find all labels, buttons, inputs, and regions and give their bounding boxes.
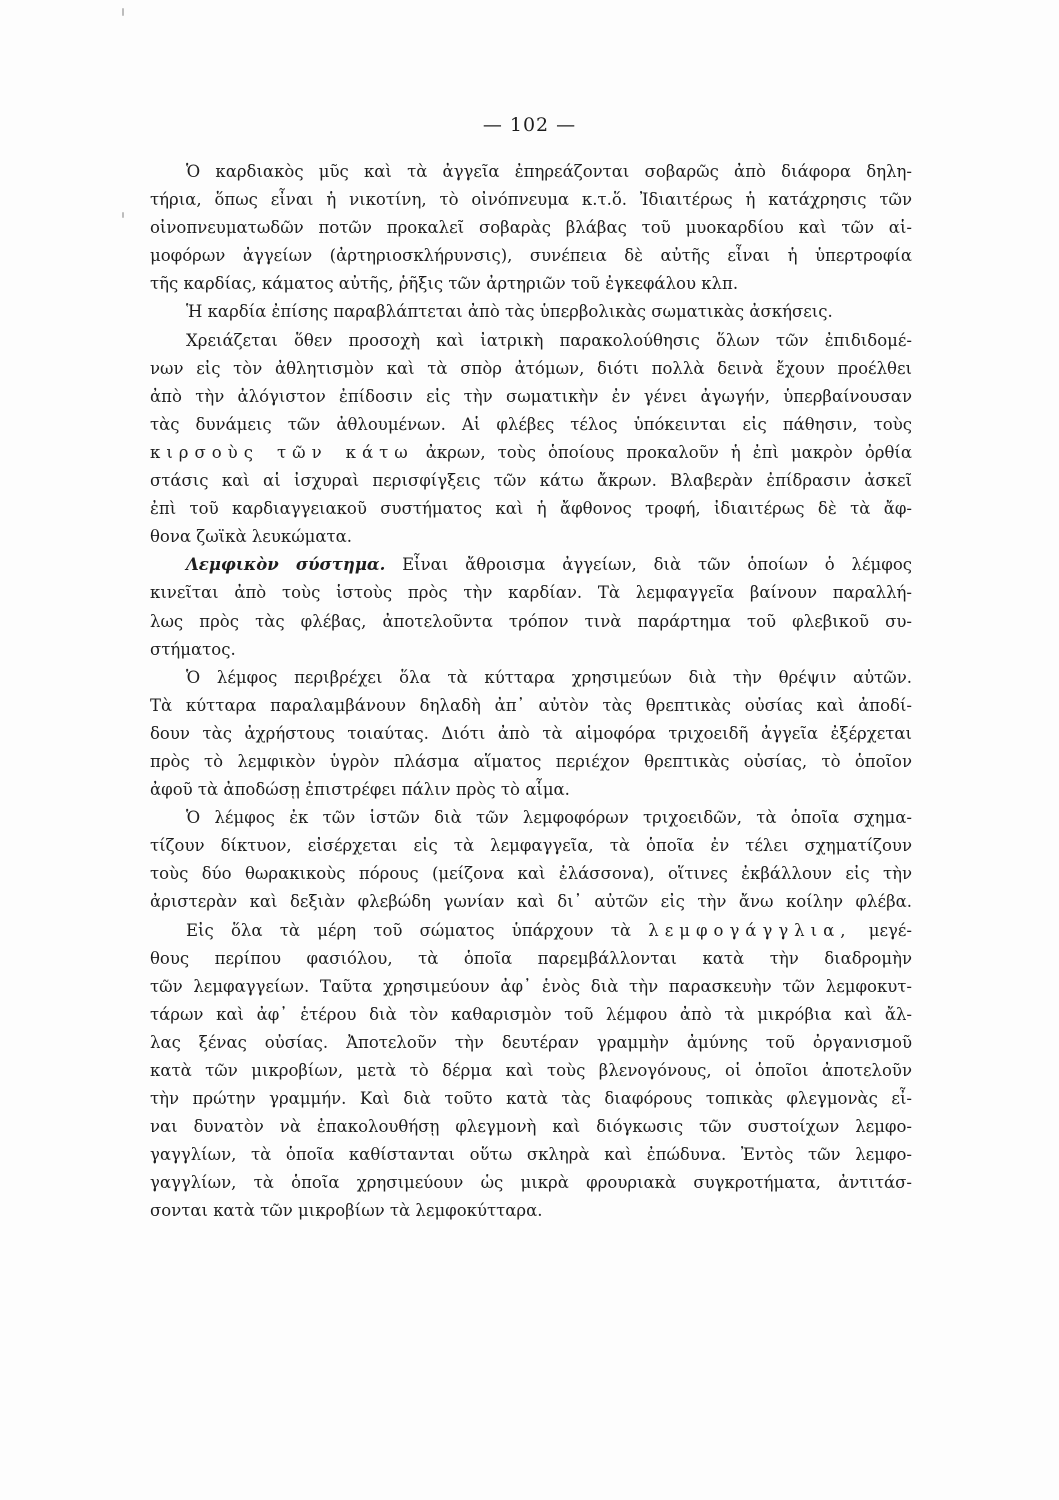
text-line: Τὰ κύτταρα παραλαμβάνουν δηλαδὴ ἀπ᾽ αὐτὸν τὰς θρεπτικὰς οὐσίας καὶ ἀποδί-: [150, 695, 912, 715]
text-line: τήρια, ὅπως εἶναι ἡ νικοτίνη, τὸ οἰνόπνευμα κ.τ.ὅ. Ἰδιαιτέρως ἡ κατάχρησις τῶν: [150, 190, 912, 210]
spaced-term: κιρσοὺς τῶν κάτω: [150, 442, 414, 462]
body-text: [150, 158, 912, 1226]
text-line: τῶν λεμφαγγείων. Ταῦτα χρησιμεύουν ἀφ᾽ ἑνὸς διὰ τὴν παρασκευὴν τῶν λεμφοκυτ-: [150, 976, 912, 996]
section-heading: Λεμφικὸν σύστημα.: [186, 555, 386, 575]
text-line: τῆς καρδίας, κάματος αὐτῆς, ῥῆξις τῶν ἀρτηριῶν τοῦ ἐγκεφάλου κλπ.: [150, 274, 739, 294]
text-line: σονται κατὰ τῶν μικροβίων τὰ λεμφοκύτταρα.: [150, 1201, 543, 1221]
text-line: μοφόρων ἀγγείων (ἀρτηριοσκλήρυνσις), συνέπεια δὲ αὐτῆς εἶναι ἡ ὑπερτροφία: [150, 246, 912, 266]
text-line: γαγγλίων, τὰ ὁποῖα καθίστανται οὕτω σκληρὰ καὶ ἐπώδυνα. Ἐντὸς τῶν λεμφο-: [150, 1145, 912, 1165]
text-line-start: Εἰς ὅλα τὰ μέρη τοῦ σώματος ὑπάρχουν τὰ: [186, 920, 631, 940]
text-line: Ὁ λέμφος περιβρέχει ὅλα τὰ κύτταρα χρησιμεύων διὰ τὴν θρέψιν αὐτῶν.: [186, 667, 912, 687]
scan-edge-mark: [122, 212, 124, 218]
page-number: — 102 —: [482, 114, 577, 136]
text-line: οἰνοπνευματωδῶν ποτῶν προκαλεῖ σοβαρὰς βλάβας τοῦ μυοκαρδίου καὶ τῶν αἱ-: [150, 218, 912, 238]
text-line: ἀπὸ τὴν ἀλόγιστον ἐπίδοσιν εἰς τὴν σωματικὴν ἐν γένει ἀγωγήν, ὑπερβαίνουσαν: [150, 386, 912, 406]
text-line: πρὸς τὸ λεμφικὸν ὑγρὸν πλάσμα αἵματος περιέχον θρεπτικὰς οὐσίας, τὸ ὁποῖον: [150, 751, 912, 771]
text-line: ἀφοῦ τὰ ἀποδώσῃ ἐπιστρέφει πάλιν πρὸς τὸ αἷμα.: [150, 780, 570, 800]
text-line: τάρων καὶ ἀφ᾽ ἑτέρου διὰ τὸν καθαρισμὸν τοῦ λέμφου ἀπὸ τὰ μικρόβια καὶ ἄλ-: [150, 1004, 912, 1024]
text-line-rest: Εἶναι ἄθροισμα ἀγγείων, διὰ τῶν ὁποίων ὁ λέμφος: [402, 555, 912, 575]
text-line: θονα ζωϊκὰ λευκώματα.: [150, 527, 353, 547]
text-line: Ὁ καρδιακὸς μῦς καὶ τὰ ἀγγεῖα ἐπηρεάζονται σοβαρῶς ἀπὸ διάφορα δηλη-: [186, 162, 912, 181]
text-line: στάσις καὶ αἱ ἰσχυραὶ περισφίγξεις τῶν κάτω ἄκρων. Βλαβερὰν ἐπίδρασιν ἀσκεῖ: [150, 471, 912, 491]
text-line: στήματος.: [150, 639, 236, 659]
text-line: λας ξένας οὐσίας. Ἀποτελοῦν τὴν δευτέραν γραμμὴν ἀμύνης τοῦ ὀργανισμοῦ: [150, 1032, 912, 1052]
text-line: δουν τὰς ἀχρήστους τοιαύτας. Διότι ἀπὸ τὰ αἱμοφόρα τριχοειδῆ ἀγγεῖα ἐξέρχεται: [150, 723, 912, 743]
text-line: Ἡ καρδία ἐπίσης παραβλάπτεται ἀπὸ τὰς ὑπερβολικὰς σωματικὰς ἀσκήσεις.: [186, 302, 833, 322]
text-line: θους περίπου φασιόλου, τὰ ὁποῖα παρεμβάλλονται κατὰ τὴν διαδρομὴν: [150, 948, 912, 968]
text-line: Χρειάζεται ὅθεν προσοχὴ καὶ ἰατρικὴ παρακολούθησις ὅλων τῶν ἐπιδιδομέ-: [186, 330, 912, 350]
text-line: Ὁ λέμφος ἐκ τῶν ἱστῶν διὰ τῶν λεμφοφόρων τριχοειδῶν, τὰ ὁποῖα σχημα-: [186, 808, 912, 828]
text-line: ναι δυνατὸν νὰ ἐπακολουθήσῃ φλεγμονὴ καὶ διόγκωσις τῶν συστοίχων λεμφο-: [150, 1117, 912, 1137]
text-line: νων εἰς τὸν ἀθλητισμὸν καὶ τὰ σπὸρ ἀτόμων, διότι πολλὰ δεινὰ ἔχουν προέλθει: [150, 358, 912, 378]
text-line-with-spaced-term: [150, 439, 912, 467]
text-line: τὴν πρώτην γραμμήν. Καὶ διὰ τοῦτο κατὰ τὰς διαφόρους τοπικὰς φλεγμονὰς εἶ-: [150, 1089, 912, 1109]
text-line: γαγγλίων, τὰ ὁποῖα χρησιμεύουν ὡς μικρὰ φρουριακὰ συγκροτήματα, ἀντιτάσ-: [150, 1173, 912, 1193]
text-line-with-heading: [150, 551, 912, 579]
text-line: λως πρὸς τὰς φλέβας, ἀποτελοῦντα τρόπον τινὰ παράρτημα τοῦ φλεβικοῦ συ-: [150, 611, 912, 631]
text-line: ἐπὶ τοῦ καρδιαγγειακοῦ συστήματος καὶ ἡ ἄφθονος τροφή, ἰδιαιτέρως δὲ τὰ ἄφ-: [150, 499, 912, 519]
text-line-rest: ἀκρων, τοὺς ὁποίους προκαλοῦν ἡ ἐπὶ μακρὸν ὀρθία: [425, 442, 912, 462]
text-line: τοὺς δύο θωρακικοὺς πόρους (μείζονα καὶ ἐλάσσονα), οἵτινες ἐκβάλλουν εἰς τὴν: [150, 864, 912, 884]
text-line: τίζουν δίκτυον, εἰσέρχεται εἰς τὰ λεμφαγγεῖα, τὰ ὁποῖα ἐν τέλει σχηματίζουν: [150, 836, 912, 856]
text-line: τὰς δυνάμεις τῶν ἀθλουμένων. Αἱ φλέβες τέλος ὑπόκεινται εἰς πάθησιν, τοὺς: [150, 414, 912, 434]
text-line: κινεῖται ἀπὸ τοὺς ἱστοὺς πρὸς τὴν καρδίαν. Τὰ λεμφαγγεῖα βαίνουν παραλλή-: [150, 583, 912, 603]
scan-edge-mark: [122, 8, 124, 16]
text-line: κατὰ τῶν μικροβίων, μετὰ τὸ δέρμα καὶ τοὺς βλενογόνους, οἱ ὁποῖοι ἀποτελοῦν: [150, 1061, 912, 1080]
text-line-end: μεγέ-: [868, 920, 912, 940]
text-line: ἀριστερὰν καὶ δεξιὰν φλεβώδη γωνίαν καὶ δι᾽ αὐτῶν εἰς τὴν ἄνω κοίλην φλέβα.: [150, 892, 912, 912]
spaced-term: λεμφογάγγλια,: [648, 920, 852, 940]
text-line-with-spaced-term: [150, 917, 912, 945]
